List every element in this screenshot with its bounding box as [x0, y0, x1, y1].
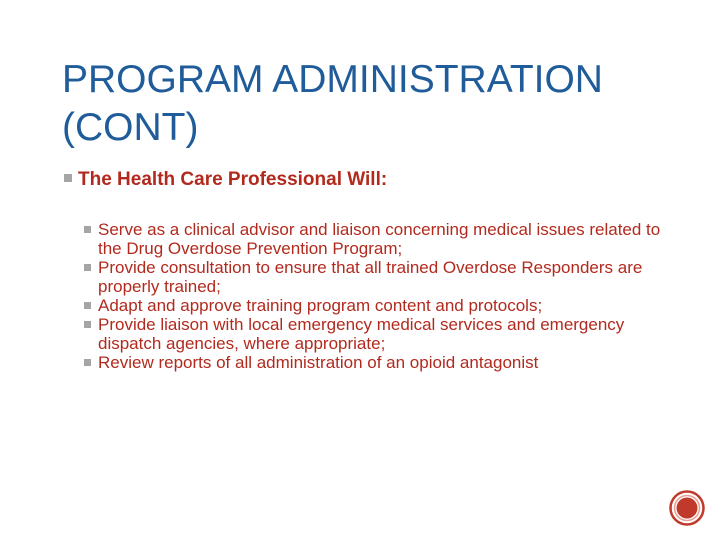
section-heading-text: The Health Care Professional Will:	[78, 169, 388, 190]
list-item	[84, 315, 674, 353]
square-bullet-icon	[84, 264, 91, 271]
responsibility-list	[84, 220, 674, 372]
slide-title-line-1: PROGRAM ADMINISTRATION	[62, 58, 603, 101]
slide-title-line-2: (CONT)	[62, 106, 199, 149]
square-bullet-icon	[84, 302, 91, 309]
list-item-text: Review reports of all administration of an opioid antagonist	[98, 353, 539, 372]
square-bullet-icon	[64, 174, 72, 182]
list-item-text: Serve as a clinical advisor and liaison concerning medical issues related to the Drug Overdose Prevention Program;	[98, 220, 661, 258]
list-item	[84, 353, 674, 372]
square-bullet-icon	[84, 226, 91, 233]
square-bullet-icon	[84, 359, 91, 366]
list-item	[84, 296, 674, 315]
section-heading	[64, 168, 684, 192]
list-item-text: Provide consultation to ensure that all trained Overdose Responders are properly trained;	[98, 258, 643, 296]
square-bullet-icon	[84, 321, 91, 328]
list-item	[84, 220, 674, 258]
slide-title	[62, 56, 682, 152]
list-item	[84, 258, 674, 296]
circular-logo-icon	[669, 490, 705, 526]
list-item-text: Provide liaison with local emergency medical services and emergency dispatch agencies, where appropriate;	[98, 315, 625, 353]
list-item-text: Adapt and approve training program content and protocols;	[98, 296, 543, 315]
